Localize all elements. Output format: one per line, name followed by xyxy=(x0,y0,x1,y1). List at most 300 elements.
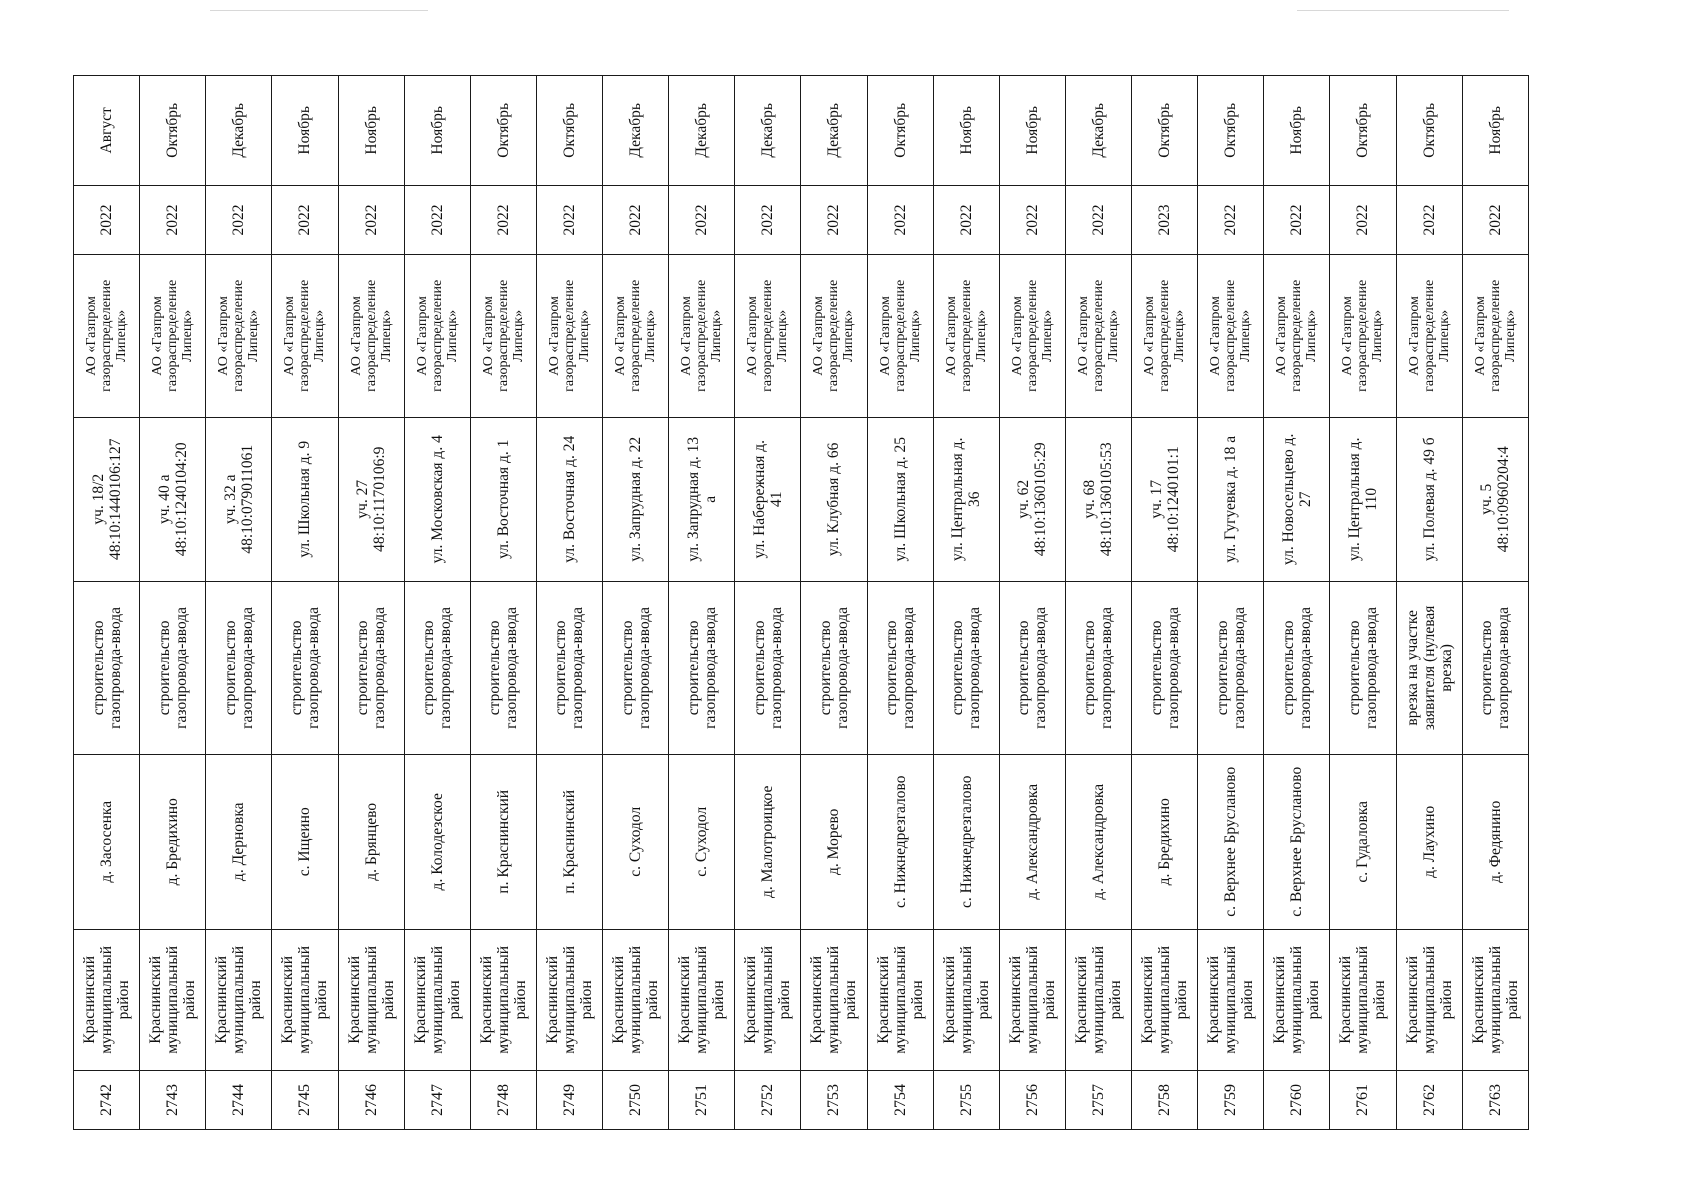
cell-organization-line: Липецк» xyxy=(841,309,857,362)
table-row xyxy=(1065,76,1131,1130)
table-row xyxy=(1396,76,1462,1130)
cell-address-line: ул. Восточная д. 1 xyxy=(494,439,512,559)
cell-organization xyxy=(1330,255,1396,417)
cell-organization xyxy=(999,255,1065,417)
cell-organization-line: газораспределение xyxy=(1487,279,1503,392)
cell-work-type-line: строительство xyxy=(287,620,305,716)
cell-district-line: муниципальный xyxy=(693,945,711,1054)
cell-work-type-line: врезка) xyxy=(1437,644,1455,692)
cell-address-line: 48:10:1360105:29 xyxy=(1032,442,1050,557)
cell-year: 2022 xyxy=(206,185,272,255)
cell-district-line: муниципальный xyxy=(825,945,843,1054)
cell-organization-line: газораспределение xyxy=(1289,279,1305,392)
cell-district xyxy=(536,929,602,1070)
table-row xyxy=(536,76,602,1130)
cell-address-line: 110 xyxy=(1362,487,1380,511)
cell-address-line: ул. Школьная д. 9 xyxy=(296,440,314,558)
cell-organization-line: газораспределение xyxy=(99,279,115,392)
cell-work-type xyxy=(140,581,206,754)
cell-organization-line: Липецк» xyxy=(246,309,262,362)
scan-edge-mark-left xyxy=(210,10,428,11)
cell-locality: п. Краснинский xyxy=(470,754,536,929)
cell-district xyxy=(801,929,867,1070)
cell-work-type-line: газопровода-ввода xyxy=(172,606,190,729)
cell-number: 2751 xyxy=(669,1070,735,1129)
cell-district-line: район xyxy=(1503,980,1521,1020)
cell-year: 2022 xyxy=(338,185,404,255)
cell-month: Декабрь xyxy=(206,76,272,186)
cell-organization-line: газораспределение xyxy=(231,279,247,392)
cell-work-type xyxy=(470,581,536,754)
table-body xyxy=(74,76,1529,1130)
cell-number: 2754 xyxy=(867,1070,933,1129)
cell-district-line: муниципальный xyxy=(1156,945,1174,1054)
cell-organization-line: АО «Газпром xyxy=(1075,296,1091,376)
cell-district xyxy=(1396,929,1462,1070)
cell-month: Ноябрь xyxy=(272,76,338,186)
cell-number: 2755 xyxy=(933,1070,999,1129)
cell-organization-line: газораспределение xyxy=(1157,279,1173,392)
cell-district-line: Краснинский xyxy=(1337,956,1355,1044)
cell-organization xyxy=(1198,255,1264,417)
cell-district-line: Краснинский xyxy=(345,956,363,1044)
cell-work-type-line: строительство xyxy=(949,620,967,716)
cell-organization-line: газораспределение xyxy=(1090,279,1106,392)
cell-district-line: Краснинский xyxy=(477,956,495,1044)
cell-organization-line: газораспределение xyxy=(826,279,842,392)
cell-work-type xyxy=(669,581,735,754)
cell-district xyxy=(603,929,669,1070)
cell-locality: с. Ищеино xyxy=(272,754,338,929)
cell-work-type xyxy=(801,581,867,754)
cell-month: Ноябрь xyxy=(999,76,1065,186)
cell-organization xyxy=(1132,255,1198,417)
cell-organization-line: АО «Газпром xyxy=(1009,296,1025,376)
cell-organization xyxy=(933,255,999,417)
cell-organization-line: АО «Газпром xyxy=(613,296,629,376)
cell-year: 2022 xyxy=(404,185,470,255)
table-row xyxy=(1330,76,1396,1130)
cell-work-type-line: строительство xyxy=(883,620,901,716)
cell-year: 2022 xyxy=(801,185,867,255)
cell-organization-line: АО «Газпром xyxy=(216,296,232,376)
cell-locality: д. Брянцево xyxy=(338,754,404,929)
cell-organization-line: газораспределение xyxy=(958,279,974,392)
cell-work-type xyxy=(1065,581,1131,754)
cell-month: Декабрь xyxy=(801,76,867,186)
table-row xyxy=(206,76,272,1130)
cell-work-type-line: газопровода-ввода xyxy=(437,606,455,729)
cell-work-type-line: строительство xyxy=(1345,620,1363,716)
cell-work-type-line: газопровода-ввода xyxy=(1495,606,1513,729)
cell-organization-line: АО «Газпром xyxy=(348,296,364,376)
cell-address-line: 48:10:1440106:127 xyxy=(106,438,124,560)
cell-work-type-line: газопровода-ввода xyxy=(106,606,124,729)
cell-number: 2759 xyxy=(1198,1070,1264,1129)
cell-year: 2022 xyxy=(1065,185,1131,255)
cell-address xyxy=(933,417,999,581)
cell-year: 2022 xyxy=(470,185,536,255)
cell-district-line: район xyxy=(1239,980,1257,1020)
cell-organization-line: АО «Газпром xyxy=(84,296,100,376)
cell-district xyxy=(735,929,801,1070)
cell-year: 2022 xyxy=(1396,185,1462,255)
cell-number: 2744 xyxy=(206,1070,272,1129)
cell-number: 2743 xyxy=(140,1070,206,1129)
cell-address-line: 48:10:079011061 xyxy=(238,444,256,554)
cell-organization-line: АО «Газпром xyxy=(1406,296,1422,376)
cell-number: 2750 xyxy=(603,1070,669,1129)
cell-district-line: район xyxy=(247,980,265,1020)
cell-month: Декабрь xyxy=(603,76,669,186)
cell-district-line: район xyxy=(1173,980,1191,1020)
table-row xyxy=(1132,76,1198,1130)
cell-organization xyxy=(603,255,669,417)
cell-address-line: уч. 5 xyxy=(1478,483,1496,515)
cell-work-type-line: газопровода-ввода xyxy=(966,606,984,729)
cell-work-type-line: строительство xyxy=(1147,620,1165,716)
cell-district xyxy=(999,929,1065,1070)
cell-organization-line: АО «Газпром xyxy=(877,296,893,376)
cell-district-line: муниципальный xyxy=(1222,945,1240,1054)
cell-work-type-line: газопровода-ввода xyxy=(1032,606,1050,729)
cell-address-line: уч. 62 xyxy=(1015,479,1033,519)
cell-district xyxy=(338,929,404,1070)
cell-locality: д. Колодезское xyxy=(404,754,470,929)
cell-locality: с. Нижнедрезгалово xyxy=(867,754,933,929)
cell-work-type-line: строительство xyxy=(750,620,768,716)
cell-organization xyxy=(206,255,272,417)
scan-edge-mark-right xyxy=(1297,10,1509,11)
cell-month: Октябрь xyxy=(1330,76,1396,186)
cell-address xyxy=(603,417,669,581)
cell-year: 2022 xyxy=(603,185,669,255)
cell-district-line: муниципальный xyxy=(1288,945,1306,1054)
cell-district xyxy=(1462,929,1528,1070)
cell-district xyxy=(933,929,999,1070)
cell-month: Октябрь xyxy=(1396,76,1462,186)
cell-organization-line: газораспределение xyxy=(429,279,445,392)
cell-work-type-line: строительство xyxy=(354,620,372,716)
cell-district-line: Краснинский xyxy=(543,956,561,1044)
cell-work-type-line: газопровода-ввода xyxy=(900,606,918,729)
table-row xyxy=(1264,76,1330,1130)
cell-work-type xyxy=(338,581,404,754)
cell-district xyxy=(140,929,206,1070)
cell-address xyxy=(272,417,338,581)
cell-work-type-line: строительство xyxy=(89,620,107,716)
cell-organization xyxy=(1462,255,1528,417)
cell-number: 2747 xyxy=(404,1070,470,1129)
cell-number: 2758 xyxy=(1132,1070,1198,1129)
cell-organization xyxy=(867,255,933,417)
cell-locality: д. Лаухино xyxy=(1396,754,1462,929)
cell-address-line: уч. 27 xyxy=(354,479,372,519)
cell-year: 2022 xyxy=(999,185,1065,255)
cell-work-type-line: газопровода-ввода xyxy=(1230,606,1248,729)
cell-address-line: ул. Запрудная д. 22 xyxy=(627,436,645,562)
cell-address xyxy=(867,417,933,581)
cell-district-line: муниципальный xyxy=(1420,945,1438,1054)
cell-organization-line: АО «Газпром xyxy=(943,296,959,376)
cell-work-type-line: строительство xyxy=(155,620,173,716)
cell-district-line: Краснинский xyxy=(1469,956,1487,1044)
cell-district-line: Краснинский xyxy=(1271,956,1289,1044)
cell-organization-line: Липецк» xyxy=(775,309,791,362)
cell-locality: д. Морево xyxy=(801,754,867,929)
cell-organization-line: АО «Газпром xyxy=(480,296,496,376)
cell-month: Октябрь xyxy=(867,76,933,186)
cell-address xyxy=(404,417,470,581)
cell-month: Ноябрь xyxy=(404,76,470,186)
cell-organization-line: Липецк» xyxy=(312,309,328,362)
cell-month: Октябрь xyxy=(470,76,536,186)
cell-district-line: Краснинский xyxy=(808,956,826,1044)
cell-organization xyxy=(272,255,338,417)
cell-district xyxy=(206,929,272,1070)
cell-month: Октябрь xyxy=(140,76,206,186)
cell-organization-line: газораспределение xyxy=(561,279,577,392)
cell-district xyxy=(1264,929,1330,1070)
cell-address-line: ул. Запрудная д. 13 xyxy=(684,436,702,562)
cell-organization-line: газораспределение xyxy=(760,279,776,392)
cell-number: 2752 xyxy=(735,1070,801,1129)
cell-address-line: ул. Гугуевка д. 18 а xyxy=(1222,435,1240,563)
cell-work-type xyxy=(272,581,338,754)
cell-work-type xyxy=(1462,581,1528,754)
cell-address-line: ул. Московская д. 4 xyxy=(428,435,446,564)
cell-address xyxy=(1132,417,1198,581)
cell-district-line: район xyxy=(115,980,133,1020)
cell-work-type xyxy=(999,581,1065,754)
cell-work-type-line: строительство xyxy=(221,620,239,716)
cell-district-line: район xyxy=(1040,980,1058,1020)
cell-organization-line: АО «Газпром xyxy=(414,296,430,376)
cell-district-line: район xyxy=(842,980,860,1020)
cell-organization-line: Липецк» xyxy=(907,309,923,362)
cell-work-type-line: строительство xyxy=(1478,620,1496,716)
cell-district-line: район xyxy=(313,980,331,1020)
cell-organization-line: АО «Газпром xyxy=(546,296,562,376)
cell-district-line: район xyxy=(181,980,199,1020)
cell-organization xyxy=(669,255,735,417)
cell-organization-line: газораспределение xyxy=(165,279,181,392)
cell-address xyxy=(338,417,404,581)
cell-work-type-line: строительство xyxy=(1081,620,1099,716)
table-row xyxy=(272,76,338,1130)
cell-year: 2022 xyxy=(669,185,735,255)
cell-work-type-line: строительство xyxy=(486,620,504,716)
cell-organization-line: Липецк» xyxy=(378,309,394,362)
cell-month: Декабрь xyxy=(1065,76,1131,186)
cell-year: 2022 xyxy=(1198,185,1264,255)
cell-address xyxy=(999,417,1065,581)
cell-address xyxy=(206,417,272,581)
cell-work-type xyxy=(1330,581,1396,754)
cell-district-line: Краснинский xyxy=(610,956,628,1044)
cell-year: 2022 xyxy=(536,185,602,255)
cell-organization-line: Липецк» xyxy=(444,309,460,362)
cell-work-type-line: газопровода-ввода xyxy=(1362,606,1380,729)
table-row xyxy=(735,76,801,1130)
cell-month: Декабрь xyxy=(669,76,735,186)
cell-organization-line: газораспределение xyxy=(495,279,511,392)
cell-work-type-line: газопровода-ввода xyxy=(304,606,322,729)
cell-organization-line: газораспределение xyxy=(628,279,644,392)
cell-work-type-line: заявителя (нулевая xyxy=(1420,605,1438,731)
cell-district-line: муниципальный xyxy=(362,945,380,1054)
cell-district-line: муниципальный xyxy=(891,945,909,1054)
cell-address-line: уч. 18/2 xyxy=(89,473,107,525)
table-row xyxy=(867,76,933,1130)
cell-address-line: уч. 68 xyxy=(1081,479,1099,519)
cell-district-line: муниципальный xyxy=(98,945,116,1054)
cell-address xyxy=(1198,417,1264,581)
cell-address xyxy=(74,417,140,581)
cell-work-type xyxy=(1198,581,1264,754)
cell-address xyxy=(470,417,536,581)
cell-district-line: Краснинский xyxy=(1205,956,1223,1044)
cell-district-line: район xyxy=(776,980,794,1020)
cell-address xyxy=(669,417,735,581)
cell-district-line: муниципальный xyxy=(627,945,645,1054)
cell-organization-line: АО «Газпром xyxy=(1340,296,1356,376)
cell-organization-line: Липецк» xyxy=(1436,309,1452,362)
cell-district-line: муниципальный xyxy=(1354,945,1372,1054)
cell-organization-line: Липецк» xyxy=(1238,309,1254,362)
cell-work-type-line: строительство xyxy=(552,620,570,716)
cell-organization-line: АО «Газпром xyxy=(282,296,298,376)
cell-work-type-line: газопровода-ввода xyxy=(701,606,719,729)
cell-district-line: муниципальный xyxy=(230,945,248,1054)
cell-district-line: муниципальный xyxy=(957,945,975,1054)
cell-organization-line: газораспределение xyxy=(892,279,908,392)
cell-month: Октябрь xyxy=(536,76,602,186)
cell-organization-line: АО «Газпром xyxy=(1472,296,1488,376)
cell-work-type-line: газопровода-ввода xyxy=(833,606,851,729)
cell-organization-line: Липецк» xyxy=(180,309,196,362)
cell-address-line: уч. 17 xyxy=(1147,479,1165,519)
cell-year: 2022 xyxy=(933,185,999,255)
cell-district-line: район xyxy=(1371,980,1389,1020)
cell-address-line: 36 xyxy=(966,491,984,507)
cell-work-type-line: газопровода-ввода xyxy=(1098,606,1116,729)
cell-district-line: район xyxy=(379,980,397,1020)
cell-district xyxy=(1065,929,1131,1070)
cell-address-line: ул. Центральная д. xyxy=(1345,437,1363,561)
cell-locality: с. Верхнее Брусланово xyxy=(1264,754,1330,929)
cell-address-line: 48:10:0960204:4 xyxy=(1495,446,1513,553)
cell-locality: с. Суходол xyxy=(669,754,735,929)
cell-organization xyxy=(140,255,206,417)
cell-year: 2022 xyxy=(1462,185,1528,255)
cell-work-type-line: газопровода-ввода xyxy=(1296,606,1314,729)
cell-work-type xyxy=(74,581,140,754)
cell-address-line: 48:10:1170106:9 xyxy=(371,446,389,552)
cell-address-line: 48:10:1240104:20 xyxy=(172,442,190,557)
cell-district-line: Краснинский xyxy=(940,956,958,1044)
cell-work-type xyxy=(404,581,470,754)
cell-district xyxy=(1132,929,1198,1070)
cell-organization-line: Липецк» xyxy=(643,309,659,362)
cell-district-line: Краснинский xyxy=(1006,956,1024,1044)
cell-district-line: Краснинский xyxy=(81,956,99,1044)
cell-district-line: муниципальный xyxy=(1089,945,1107,1054)
cell-address xyxy=(801,417,867,581)
cell-address xyxy=(735,417,801,581)
cell-number: 2761 xyxy=(1330,1070,1396,1129)
cell-work-type-line: газопровода-ввода xyxy=(569,606,587,729)
cell-organization-line: Липецк» xyxy=(1370,309,1386,362)
cell-district-line: Краснинский xyxy=(279,956,297,1044)
cell-number: 2763 xyxy=(1462,1070,1528,1129)
cell-number: 2762 xyxy=(1396,1070,1462,1129)
cell-number: 2757 xyxy=(1065,1070,1131,1129)
cell-address xyxy=(1462,417,1528,581)
cell-work-type xyxy=(1264,581,1330,754)
cell-organization-line: Липецк» xyxy=(973,309,989,362)
cell-district-line: муниципальный xyxy=(296,945,314,1054)
cell-district-line: муниципальный xyxy=(1486,945,1504,1054)
cell-work-type-line: газопровода-ввода xyxy=(503,606,521,729)
cell-district xyxy=(74,929,140,1070)
cell-work-type-line: строительство xyxy=(420,620,438,716)
table-row xyxy=(470,76,536,1130)
cell-organization-line: газораспределение xyxy=(1355,279,1371,392)
cell-work-type-line: газопровода-ввода xyxy=(767,606,785,729)
cell-organization-line: Липецк» xyxy=(1105,309,1121,362)
cell-organization-line: АО «Газпром xyxy=(1142,296,1158,376)
cell-work-type xyxy=(206,581,272,754)
cell-organization-line: газораспределение xyxy=(1223,279,1239,392)
cell-locality: с. Нижнедрезгалово xyxy=(933,754,999,929)
cell-address-line: ул. Клубная д. 66 xyxy=(825,442,843,556)
cell-district-line: муниципальный xyxy=(164,945,182,1054)
cell-district-line: муниципальный xyxy=(1023,945,1041,1054)
table-row xyxy=(404,76,470,1130)
cell-district xyxy=(1330,929,1396,1070)
cell-year: 2022 xyxy=(74,185,140,255)
cell-work-type-line: строительство xyxy=(1213,620,1231,716)
cell-district-line: Краснинский xyxy=(676,956,694,1044)
cell-address-line: уч. 40 а xyxy=(155,474,173,525)
cell-address-line: ул. Набережная д. xyxy=(750,440,768,559)
table-row xyxy=(999,76,1065,1130)
cell-year: 2022 xyxy=(140,185,206,255)
cell-address-line: 48:10:1240101:1 xyxy=(1164,446,1182,553)
cell-organization-line: газораспределение xyxy=(363,279,379,392)
cell-year: 2022 xyxy=(1264,185,1330,255)
cell-organization xyxy=(404,255,470,417)
cell-organization-line: Липецк» xyxy=(1304,309,1320,362)
cell-work-type xyxy=(735,581,801,754)
cell-address-line: ул. Восточная д. 24 xyxy=(560,435,578,563)
cell-district-line: район xyxy=(974,980,992,1020)
cell-locality: п. Краснинский xyxy=(536,754,602,929)
table-row xyxy=(603,76,669,1130)
cell-locality: д. Бредихино xyxy=(140,754,206,929)
cell-address-line: а xyxy=(701,495,719,503)
table-row xyxy=(338,76,404,1130)
cell-work-type xyxy=(1132,581,1198,754)
table-row xyxy=(74,76,140,1130)
cell-district-line: район xyxy=(511,980,529,1020)
cell-month: Август xyxy=(74,76,140,186)
cell-work-type-line: газопровода-ввода xyxy=(371,606,389,729)
cell-organization xyxy=(338,255,404,417)
cell-district-line: Краснинский xyxy=(213,956,231,1044)
cell-district-line: район xyxy=(1437,980,1455,1020)
